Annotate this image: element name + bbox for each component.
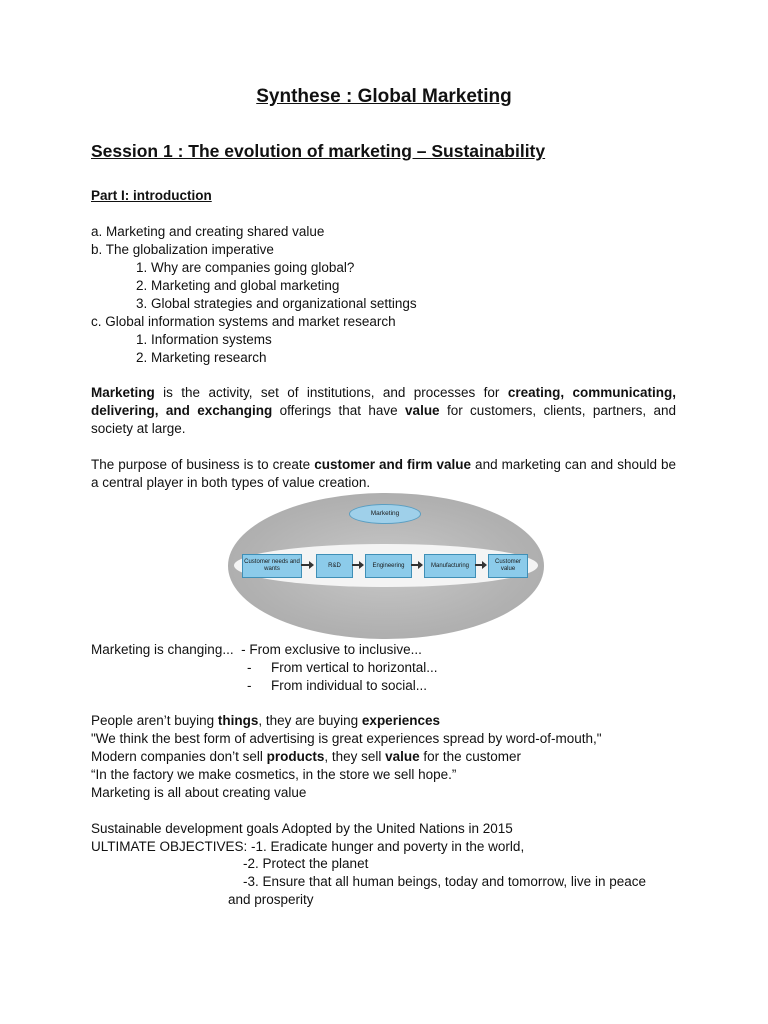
sdg-objective-1-text: -1. Eradicate hunger and poverty in the world, — [251, 839, 525, 854]
changing-item-3-text: From individual to social... — [271, 678, 428, 693]
quote-text: for the customer — [419, 749, 521, 764]
quote-things — [91, 712, 440, 730]
outline-item-b: b. The globalization imperative — [91, 242, 274, 257]
quote-bold: products — [266, 749, 325, 764]
bullet-dash: - — [247, 678, 252, 693]
quote-text: , they are buying — [258, 713, 362, 728]
definition-value: value — [405, 403, 440, 418]
outline-item-b2: 2. Marketing and global marketing — [136, 278, 340, 293]
purpose-value: customer and firm value — [314, 457, 472, 472]
sdg-objective-3: -3. Ensure that all human beings, today and tomorrow, live in peace — [243, 874, 646, 889]
outline-item-c1: 1. Information systems — [136, 332, 272, 347]
marketing-pill: Marketing — [349, 504, 421, 524]
customer-value-box: Customer value — [488, 554, 528, 578]
engineering-box: Engineering — [365, 554, 412, 578]
definition-text: offerings that have — [272, 403, 406, 418]
sdg-objective-2: -2. Protect the planet — [243, 856, 369, 871]
quote-products — [91, 748, 521, 766]
quote-text: , they sell — [324, 749, 386, 764]
outline-item-c: c. Global information systems and market research — [91, 314, 396, 329]
outline-item-c2: 2. Marketing research — [136, 350, 267, 365]
sdg-objective-3-cont: and prosperity — [228, 892, 314, 907]
changing-line — [91, 641, 422, 659]
purpose-text: The purpose of business is to create — [91, 457, 315, 472]
changing-lead: Marketing is changing... — [91, 642, 234, 657]
quote-text: Modern companies don’t sell — [91, 749, 267, 764]
definition-processes: creating, communicating, delivering, and exchanging — [91, 385, 676, 418]
rd-box: R&D — [316, 554, 353, 578]
changing-item-1: - From exclusive to inclusive... — [241, 642, 422, 657]
quote-bold: experiences — [361, 713, 440, 728]
outline-item-a: a. Marketing and creating shared value — [91, 224, 325, 239]
quote-bold: things — [217, 713, 259, 728]
part-title: Part I: introduction — [91, 188, 212, 203]
definition-text: for customers, clients, partners, and society at large. — [91, 403, 676, 436]
quote-text: People aren’t buying — [91, 713, 218, 728]
quote-cosmetics: “In the factory we make cosmetics, in the store we sell hope.” — [91, 767, 457, 782]
flow-arrow — [301, 564, 312, 566]
value-chain-diagram — [228, 493, 544, 643]
quote-bold: value — [385, 749, 420, 764]
marketing-definition — [91, 384, 676, 438]
quote-advertising: "We think the best form of advertising is great experiences spread by word-of-mouth," — [91, 731, 602, 746]
purpose-text: and marketing can and should be a central player in both types of value creation. — [91, 457, 677, 490]
flow-arrow — [352, 564, 362, 566]
changing-item-3 — [247, 677, 427, 695]
flow-arrow — [411, 564, 421, 566]
definition-text: is the activity, set of institutions, and processes for — [154, 385, 508, 400]
sdg-intro: Sustainable development goals Adopted by the United Nations in 2015 — [91, 821, 513, 836]
outline-item-b3: 3. Global strategies and organizational settings — [136, 296, 417, 311]
customer-needs-box: Customer needs and wants — [242, 554, 302, 578]
changing-item-2-text: From vertical to horizontal... — [271, 660, 438, 675]
definition-term: Marketing — [91, 385, 155, 400]
document-title: Synthese : Global Marketing — [256, 86, 512, 107]
sdg-objective-1 — [91, 838, 524, 856]
sdg-lead: ULTIMATE OBJECTIVES: — [91, 839, 252, 854]
flow-arrow — [475, 564, 485, 566]
outline-item-b1: 1. Why are companies going global? — [136, 260, 355, 275]
purpose-paragraph — [91, 456, 676, 492]
manufacturing-box: Manufacturing — [424, 554, 476, 578]
bullet-dash: - — [247, 660, 252, 675]
session-title: Session 1 : The evolution of marketing – Sustainability — [91, 141, 546, 161]
quote-creating-value: Marketing is all about creating value — [91, 785, 307, 800]
changing-item-2 — [247, 659, 438, 677]
